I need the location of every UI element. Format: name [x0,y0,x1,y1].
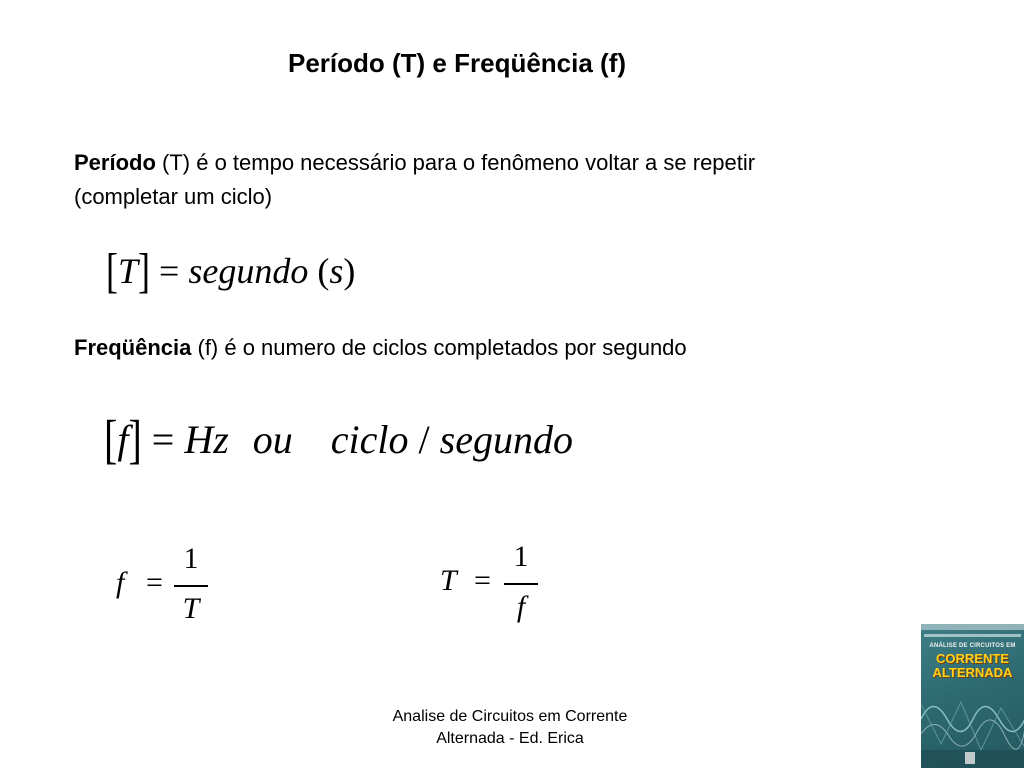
periodo-definition [74,146,755,214]
formula-numerator: 1 [183,542,199,575]
bracket-right: ] [128,409,142,470]
footer-credit [340,706,680,750]
period-unit-name: segundo [188,251,309,291]
slide-title-text: Período (T) e Freqüência (f) [287,48,627,78]
frequencia-definition [74,331,687,365]
frequency-symbol: f [117,417,129,462]
slash: / [418,417,430,462]
book-small-title: ANÁLISE DE CIRCUITOS EM [929,643,1016,649]
book-main-title [923,652,1022,680]
frequencia-definition-text: (f) é o numero de ciclos completados por segundo [191,335,687,360]
bracket-right: ] [138,244,151,298]
periodo-definition-text: (T) é o tempo necessário para o fenômeno voltar a se repetir [155,150,756,175]
footer-line1: Analise de Circuitos em Corrente [392,708,628,725]
formula-denominator: f [516,590,526,623]
period-unit-symbol: s [329,251,344,291]
periodo-term: Período [74,150,156,175]
equals-sign: = [159,251,180,291]
formula-lhs: T [440,564,457,597]
bracket-left: [ [106,244,118,298]
formula-equals: = [474,564,491,597]
alt-unit-second: segundo [439,417,573,462]
frequency-unit-hz: Hz [184,417,229,462]
or-word: ou [252,417,293,462]
book-title-line2: ALTERNADA [932,665,1013,680]
formula-equals: = [146,566,163,599]
formula-f-equals-1-over-T [112,540,232,640]
formula-numerator: 1 [513,540,529,573]
paren-close: ) [343,251,356,291]
fraction-bar [504,583,538,585]
slide-title [0,48,1024,79]
book-cover-image [921,624,1024,768]
paren-open: ( [317,251,330,291]
period-symbol: T [118,251,139,291]
periodo-definition-line2: (completar um ciclo) [74,184,273,209]
bracket-left: [ [104,409,118,470]
alt-unit-cycle: ciclo [330,417,409,462]
period-unit-equation [106,244,356,298]
frequency-unit-equation [104,409,573,470]
formula-T-equals-1-over-f [436,538,556,638]
frequencia-term: Freqüência [74,335,192,360]
equals-sign: = [151,417,175,462]
formula-denominator: T [182,592,200,625]
fraction-bar [174,585,208,587]
book-title-line1: CORRENTE [936,651,1009,666]
formula-lhs: f [116,566,125,599]
footer-line2: Alternada - Ed. Erica [436,730,584,747]
